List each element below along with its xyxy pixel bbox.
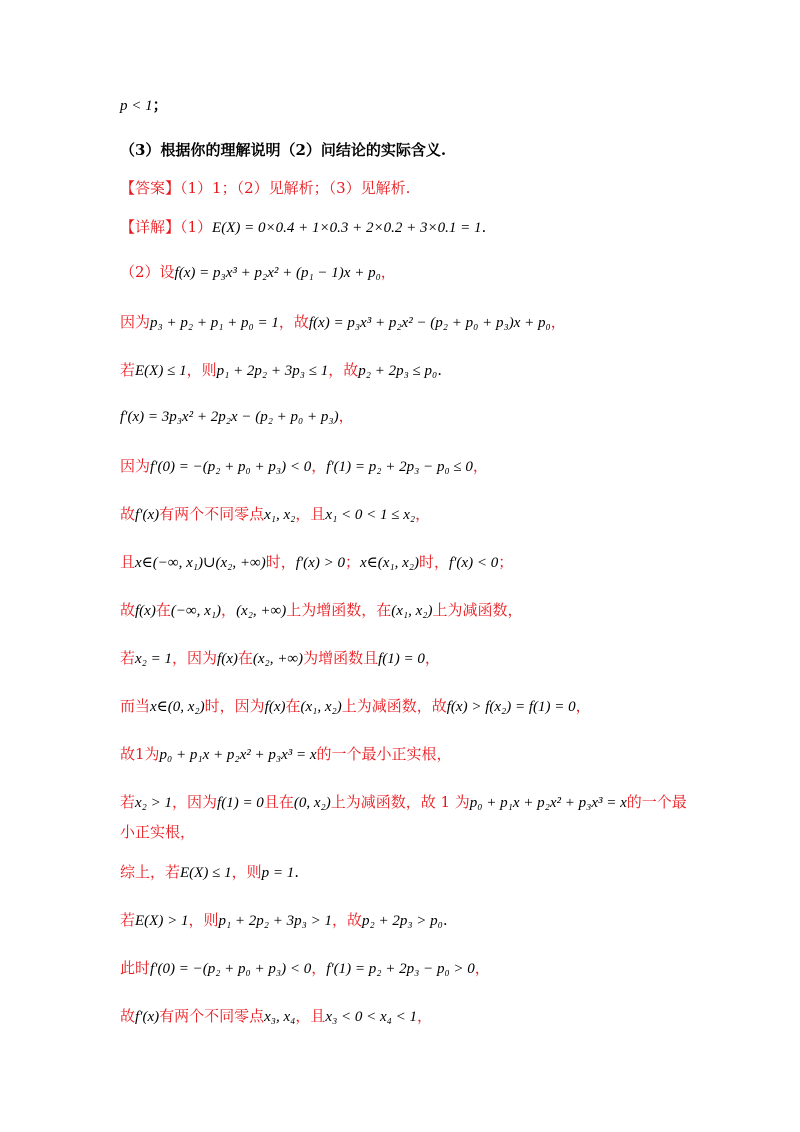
line-19 bbox=[120, 910, 448, 931]
text: 而当 bbox=[120, 697, 151, 715]
punct: . bbox=[294, 863, 299, 881]
line-1 bbox=[120, 95, 168, 116]
text: 上为减函数，故 bbox=[341, 697, 447, 715]
punct: ， bbox=[338, 407, 354, 425]
punct: ， bbox=[550, 313, 566, 331]
math: x₂ = 1 bbox=[135, 651, 173, 667]
math: p < 1 bbox=[120, 98, 153, 114]
math: f(x) > f(x₂) = f(1) = 0 bbox=[446, 699, 576, 715]
text: 有两个不同零点 bbox=[159, 1007, 265, 1025]
math: f(x) = p₃x³ + p₂x² − (p₂ + p₀ + p₃)x + p₀ bbox=[308, 315, 551, 331]
math: p₀ + p₁x + p₂x² + p₃x³ = x bbox=[159, 747, 317, 763]
math: (x₁, x₂) bbox=[300, 699, 342, 715]
math: f(x) bbox=[264, 699, 286, 715]
text: 因为 bbox=[120, 313, 151, 331]
text: 上为减函数， bbox=[432, 601, 523, 619]
punct: . bbox=[481, 218, 487, 236]
text: 在 bbox=[155, 601, 171, 619]
text: 时， bbox=[418, 553, 449, 571]
text: 若 bbox=[120, 649, 136, 667]
math: x₁ < 0 < 1 ≤ x₂ bbox=[325, 507, 416, 523]
punct: ， bbox=[472, 457, 488, 475]
line-17 bbox=[120, 822, 195, 842]
math: f′(0) = −(p₂ + p₀ + p₃) < 0 bbox=[150, 459, 312, 475]
text: 且在 bbox=[263, 793, 294, 811]
text: ，因为 bbox=[172, 793, 218, 811]
line-14 bbox=[120, 696, 591, 717]
text: 若 bbox=[120, 361, 136, 379]
math: f(x) = p₃x³ + p₂x² + (p₁ − 1)x + p₀ bbox=[174, 265, 381, 281]
punct: ； bbox=[498, 553, 514, 571]
detail-line bbox=[120, 217, 486, 238]
punct: . bbox=[437, 361, 443, 379]
text: 且 bbox=[120, 553, 136, 571]
punct: ； bbox=[152, 96, 168, 114]
line-21 bbox=[120, 1006, 432, 1027]
text: 的一个最小正实根， bbox=[316, 745, 452, 763]
line-5 bbox=[120, 262, 396, 283]
line-6 bbox=[120, 312, 566, 333]
line-9 bbox=[120, 456, 488, 477]
math: (x₁, x₂) bbox=[391, 603, 433, 619]
text: ， bbox=[311, 959, 327, 977]
math: E(X) ≤ 1 bbox=[180, 865, 232, 881]
line-16 bbox=[120, 792, 687, 813]
text: 有两个不同零点 bbox=[159, 505, 265, 523]
math: p₁ + 2p₂ + 3p₃ > 1 bbox=[218, 913, 332, 929]
answer-text: 【答案】（1）1；（2）见解析；（3）见解析. bbox=[120, 179, 411, 197]
math: p₁ + 2p₂ + 3p₃ ≤ 1 bbox=[216, 363, 329, 379]
line-7 bbox=[120, 360, 442, 381]
text: 此时 bbox=[120, 959, 151, 977]
text: ，故 bbox=[278, 313, 309, 331]
math: f′(1) = p₂ + 2p₃ − p₀ ≤ 0 bbox=[326, 459, 473, 475]
detail-label: 【详解】（1） bbox=[120, 218, 213, 236]
line-13 bbox=[120, 648, 440, 669]
text: ，则 bbox=[188, 911, 219, 929]
line-18 bbox=[120, 862, 299, 883]
line-11 bbox=[120, 552, 513, 573]
math: x∈(x₁, x₂) bbox=[359, 555, 419, 571]
math: x₃ < 0 < x₄ < 1 bbox=[325, 1009, 418, 1025]
punct: . bbox=[442, 911, 448, 929]
math: (x₂, +∞) bbox=[236, 603, 287, 619]
answer-line bbox=[120, 178, 410, 198]
text: 在 bbox=[285, 697, 301, 715]
math: x₃, x₄ bbox=[264, 1009, 296, 1025]
math: f′(x) < 0 bbox=[448, 555, 499, 571]
text: 上为增函数，在 bbox=[286, 601, 392, 619]
text: ，因为 bbox=[172, 649, 218, 667]
math: f′(x) = 3p₃x² + 2p₂x − (p₂ + p₀ + p₃) bbox=[120, 409, 339, 425]
punct: ， bbox=[424, 649, 440, 667]
math: f(x) bbox=[217, 651, 238, 667]
line-10 bbox=[120, 504, 430, 525]
line-12 bbox=[120, 600, 523, 621]
text: 故 bbox=[120, 1007, 136, 1025]
math: E(X) = 0×0.4 + 1×0.3 + 2×0.2 + 3×0.1 = 1 bbox=[212, 220, 482, 236]
text: ，且 bbox=[295, 505, 326, 523]
text: ， bbox=[311, 457, 327, 475]
text: 上为减函数，故 1 为 bbox=[330, 793, 470, 811]
text: ，且 bbox=[295, 1007, 326, 1025]
math: x₁, x₂ bbox=[264, 507, 296, 523]
math: x₂ > 1 bbox=[135, 795, 173, 811]
math: p₀ + p₁x + p₂x² + p₃x³ = x bbox=[469, 795, 627, 811]
math: x∈(−∞, x₁)∪(x₂, +∞) bbox=[135, 555, 266, 571]
text: ， bbox=[221, 601, 237, 619]
text: 小正实根， bbox=[120, 823, 196, 841]
text: 的一个最 bbox=[626, 793, 687, 811]
math: p₂ + 2p₃ > p₀ bbox=[362, 913, 443, 929]
text: （2）设 bbox=[120, 263, 175, 281]
line-15 bbox=[120, 744, 452, 765]
math: p₂ + 2p₃ ≤ p₀ bbox=[358, 363, 438, 379]
text: 故 bbox=[120, 601, 136, 619]
math: p = 1 bbox=[261, 865, 295, 881]
math: p₃ + p₂ + p₁ + p₀ = 1 bbox=[150, 315, 279, 331]
math: f(x) bbox=[135, 603, 156, 619]
math: f′(0) = −(p₂ + p₀ + p₃) < 0 bbox=[150, 961, 312, 977]
text: 若 bbox=[120, 911, 136, 929]
text: ，则 bbox=[186, 361, 217, 379]
text: 时， bbox=[265, 553, 296, 571]
line-20 bbox=[120, 958, 490, 979]
math: (x₂, +∞) bbox=[252, 651, 304, 667]
punct: ， bbox=[417, 1007, 433, 1025]
math: f(1) = 0 bbox=[217, 795, 264, 811]
text: 故 bbox=[120, 505, 136, 523]
text: ，则 bbox=[231, 863, 262, 881]
text: ，故 bbox=[328, 361, 359, 379]
line-8 bbox=[120, 406, 354, 427]
math: f′(x) bbox=[135, 507, 160, 523]
text: 因为 bbox=[120, 457, 151, 475]
punct: ， bbox=[415, 505, 431, 523]
math: f(1) = 0 bbox=[378, 651, 425, 667]
math: x∈(0, x₂) bbox=[150, 699, 205, 715]
text: ，故 bbox=[331, 911, 362, 929]
math: (−∞, x₁) bbox=[170, 603, 222, 619]
text: 时，因为 bbox=[204, 697, 265, 715]
math: f′(1) = p₂ + 2p₃ − p₀ > 0 bbox=[326, 961, 475, 977]
math: f′(x) > 0 bbox=[295, 555, 345, 571]
text: 故1为 bbox=[120, 745, 160, 763]
math: f′(x) bbox=[135, 1009, 160, 1025]
question-text: （3）根据你的理解说明（2）问结论的实际含义. bbox=[120, 141, 447, 159]
math: E(X) > 1 bbox=[135, 913, 189, 929]
punct: ， bbox=[575, 697, 591, 715]
text: ； bbox=[344, 553, 360, 571]
punct: ， bbox=[380, 263, 396, 281]
text: 在 bbox=[237, 649, 253, 667]
text: 综上，若 bbox=[120, 863, 181, 881]
math: E(X) ≤ 1 bbox=[135, 363, 187, 379]
math: (0, x₂) bbox=[293, 795, 331, 811]
question-3 bbox=[120, 140, 446, 160]
text: 为增函数且 bbox=[303, 649, 379, 667]
text: 若 bbox=[120, 793, 136, 811]
punct: ， bbox=[474, 959, 490, 977]
